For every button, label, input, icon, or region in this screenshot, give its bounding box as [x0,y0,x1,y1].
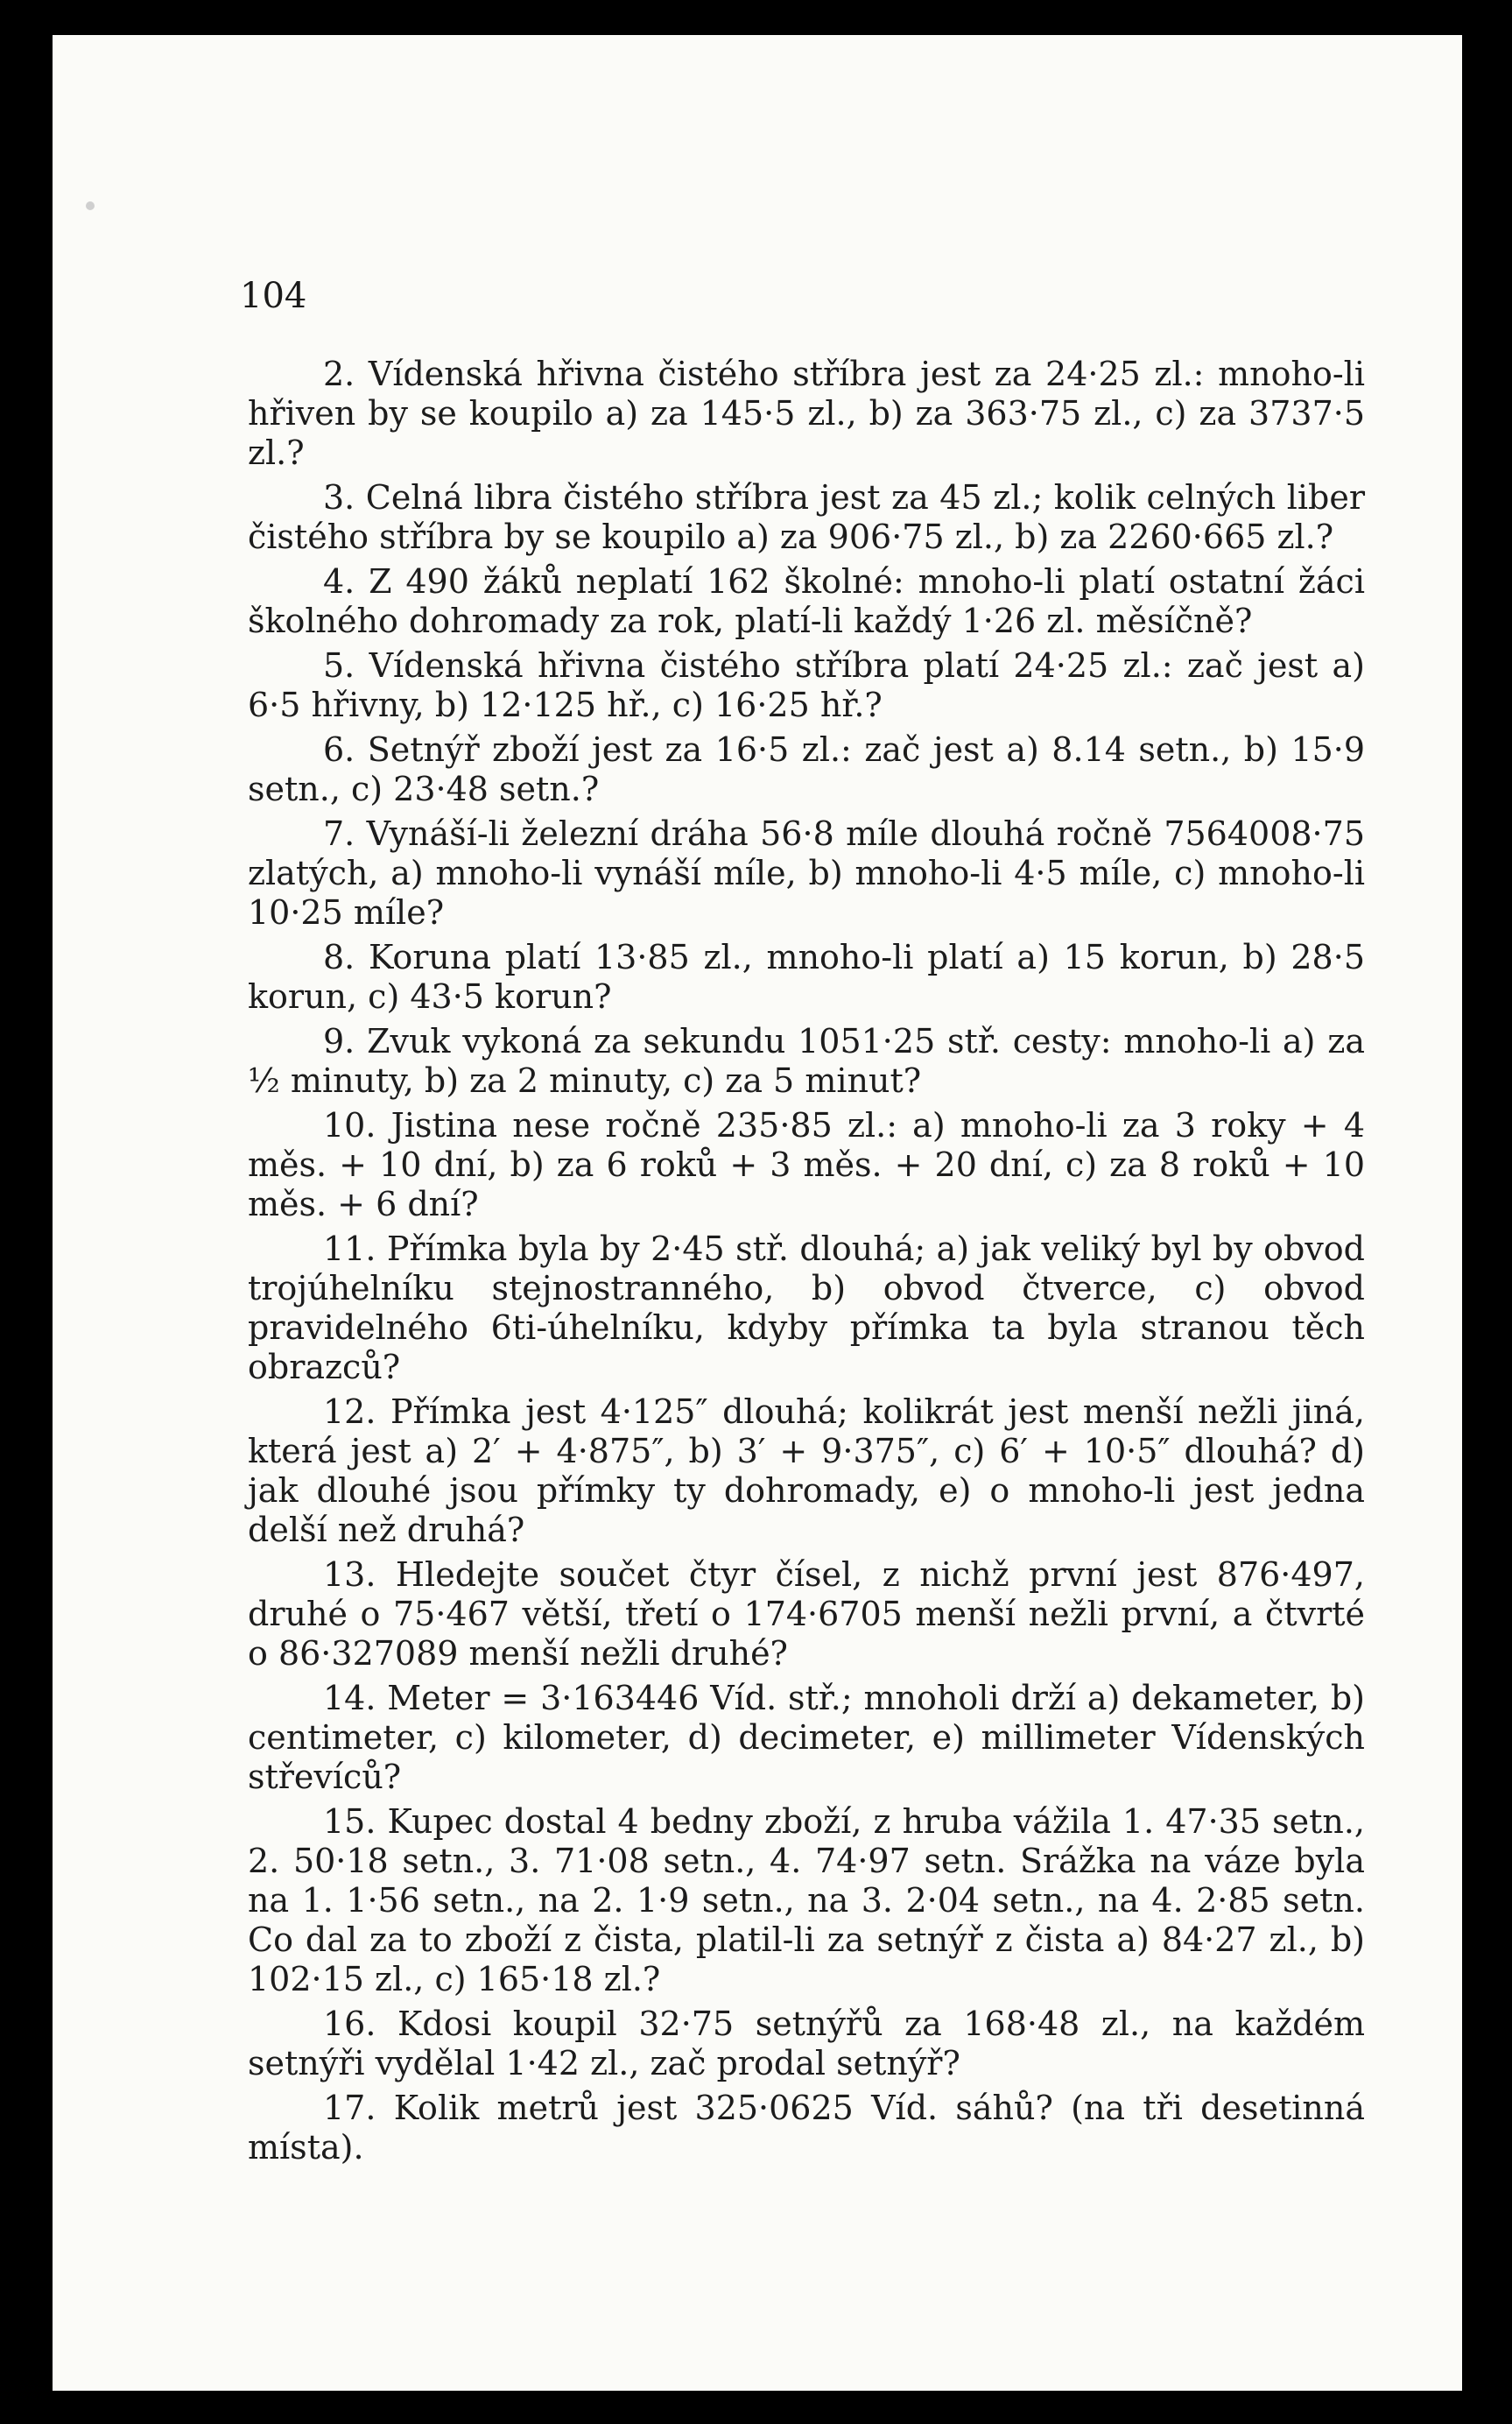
problem-7: 7. Vynáší-li železní dráha 56·8 míle dlouhá ročně 7564008·75 zlatých, a) mnoho-li vynáší míle, b) mnoho-li 4·5 míle, c) mnoho-li 10·25 míle? [248,814,1365,932]
problem-13: 13. Hledejte součet čtyr čísel, z nichž první jest 876·497, druhé o 75·467 větší, třetí o 174·6705 menší nežli první, a čtvrté o 86·327089 menší nežli druhé? [248,1555,1365,1673]
book-page [53,35,1462,2391]
problem-3: 3. Celná libra čistého stříbra jest za 45 zl.; kolik celných liber čistého stříbra by se koupilo a) za 906·75 zl., b) za 2260·665 zl.? [248,478,1365,556]
problem-5: 5. Vídenská hřivna čistého stříbra platí 24·25 zl.: zač jest a) 6·5 hřivny, b) 12·125 hř., c) 16·25 hř.? [248,646,1365,724]
problem-6: 6. Setnýř zboží jest za 16·5 zl.: zač jest a) 8.14 setn., b) 15·9 setn., c) 23·48 setn.? [248,730,1365,808]
problem-17: 17. Kolik metrů jest 325·0625 Víd. sáhů? (na tři desetinná místa). [248,2089,1365,2167]
problem-4: 4. Z 490 žáků neplatí 162 školné: mnoho-li platí ostatní žáci školného dohromady za rok, platí-li každý 1·26 zl. měsíčně? [248,562,1365,640]
page-number: 104 [240,276,307,316]
problem-15: 15. Kupec dostal 4 bedny zboží, z hruba vážila 1. 47·35 setn., 2. 50·18 setn., 3. 71·08 setn., 4. 74·97 setn. Srážka na váze byla na 1. 1·56 setn., na 2. 1·9 setn., na 3. 2·04 setn., na 4. 2·85 setn. Co dal za to zboží z čista, platil-li za setnýř z čista a) 84·27 zl., b) 102·15 zl., c) 165·18 zl.? [248,1802,1365,1998]
problem-12: 12. Přímka jest 4·125″ dlouhá; kolikrát jest menší nežli jiná, která jest a) 2′ + 4·875″, b) 3′ + 9·375″, c) 6′ + 10·5″ dlouhá? d) jak dlouhé jsou přímky ty dohromady, e) o mnoho-li jest jedna delší než druhá? [248,1392,1365,1549]
problem-10: 10. Jistina nese ročně 235·85 zl.: a) mnoho-li za 3 roky + 4 měs. + 10 dní, b) za 6 roků + 3 měs. + 20 dní, c) za 8 roků + 10 měs. + 6 dní? [248,1106,1365,1223]
problem-16: 16. Kdosi koupil 32·75 setnýřů za 168·48 zl., na každém setnýři vydělal 1·42 zl., zač prodal setnýř? [248,2005,1365,2082]
problem-8: 8. Koruna platí 13·85 zl., mnoho-li platí a) 15 korun, b) 28·5 korun, c) 43·5 korun? [248,938,1365,1016]
problem-9: 9. Zvuk vykoná za sekundu 1051·25 stř. cesty: mnoho-li a) za ½ minuty, b) za 2 minuty, c) za 5 minut? [248,1022,1365,1100]
problem-14: 14. Meter = 3·163446 Víd. stř.; mnoholi drží a) dekameter, b) centimeter, c) kilometer, d) decimeter, e) millimeter Vídenských střevíců? [248,1679,1365,1796]
problem-2: 2. Vídenská hřivna čistého stříbra jest za 24·25 zl.: mnoho-li hřiven by se koupilo a) za 145·5 zl., b) za 363·75 zl., c) za 3737·5 zl.? [248,355,1365,472]
paper-speck [86,201,95,210]
problem-11: 11. Přímka byla by 2·45 stř. dlouhá; a) jak veliký byl by obvod trojúhelníku stejnostranného, b) obvod čtverce, c) obvod pravidelného 6ti-úhelníku, kdyby přímka ta byla stranou těch obrazců? [248,1230,1365,1386]
problem-list [248,355,1365,2173]
